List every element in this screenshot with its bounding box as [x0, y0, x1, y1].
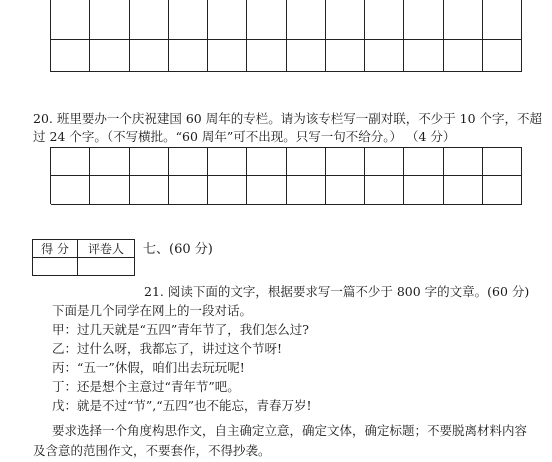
requirement-line-2: 及含意的范围作文，不要套作，不得抄袭。	[33, 443, 271, 458]
grid-cell	[208, 176, 247, 205]
grid-cell	[365, 0, 404, 40]
grid-cell	[130, 148, 169, 176]
grid-cell	[51, 176, 90, 205]
grid-cell	[90, 176, 129, 205]
grid-cell	[287, 0, 326, 40]
grid-cell	[169, 0, 208, 40]
grid-cell	[247, 0, 286, 40]
requirement-line-1: 要求选择一个角度构思作文，自主确定立意，确定文体，确定标题；不要脱离材料内容	[52, 423, 528, 438]
grid-cell	[365, 40, 404, 72]
score-value-cell	[33, 258, 78, 276]
answer-grid-q20	[50, 147, 522, 204]
dialogue-line: 丙：“五一”休假，咱们出去玩玩呢!	[52, 360, 245, 375]
grid-cell	[444, 0, 483, 40]
grid-cell	[130, 40, 169, 72]
grid-cell	[326, 40, 365, 72]
dialogue-line: 乙：过什么呀，我都忘了，讲过这个节呀!	[52, 341, 283, 356]
grid-cell	[444, 40, 483, 72]
grid-cell	[483, 0, 522, 40]
grid-cell	[404, 148, 443, 176]
grid-cell	[208, 40, 247, 72]
dialogue-intro: 下面是几个同学在网上的一段对话。	[52, 303, 253, 318]
grid-cell	[247, 176, 286, 205]
dialogue-line: 丁：还是想个主意过“青年节”吧。	[52, 379, 240, 394]
question-20-line-1: 20. 班里要办一个庆祝建国 60 周年的专栏。请为该专栏写一副对联，不少于 10 个字，不超	[33, 111, 543, 126]
grid-cell	[287, 148, 326, 176]
grid-cell	[483, 148, 522, 176]
dialogue-line: 戊：就是不过“节”,“五四”也不能忘，青春万岁!	[52, 398, 312, 413]
grader-value-cell	[78, 258, 135, 276]
grid-cell	[169, 40, 208, 72]
grid-cell	[130, 176, 169, 205]
grid-cell	[169, 176, 208, 205]
grid-cell	[444, 176, 483, 205]
grid-cell	[208, 148, 247, 176]
score-label-cell: 得 分	[33, 240, 78, 258]
answer-grid-previous	[50, 0, 522, 72]
grid-cell	[90, 148, 129, 176]
grid-cell	[247, 40, 286, 72]
score-table	[32, 239, 135, 276]
grid-cell	[51, 40, 90, 72]
grid-cell	[365, 176, 404, 205]
section-7-title: 七、(60 分)	[143, 242, 213, 257]
grid-cell	[287, 40, 326, 72]
grid-cell	[326, 148, 365, 176]
question-20-line-2: 过 24 个字。（不写横批。“60 周年”可不出现。只写一句不给分。） （4 分）	[33, 129, 456, 144]
grid-cell	[365, 148, 404, 176]
grid-cell	[247, 148, 286, 176]
grid-cell	[208, 0, 247, 40]
grid-cell	[130, 0, 169, 40]
grid-cell	[404, 40, 443, 72]
grid-cell	[51, 148, 90, 176]
grid-cell	[90, 40, 129, 72]
grid-cell	[326, 0, 365, 40]
grid-cell	[90, 0, 129, 40]
grid-cell	[483, 176, 522, 205]
grid-cell	[404, 176, 443, 205]
grid-cell	[287, 176, 326, 205]
grid-cell	[404, 0, 443, 40]
grid-cell	[483, 40, 522, 72]
grader-label-cell: 评卷人	[78, 240, 135, 258]
grid-cell	[326, 176, 365, 205]
grid-cell	[169, 148, 208, 176]
dialogue-line: 甲：过几天就是“五四”青年节了，我们怎么过?	[52, 322, 309, 337]
grid-cell	[444, 148, 483, 176]
question-21-prompt: 21. 阅读下面的文字，根据要求写一篇不少于 800 字的文章。(60 分)	[144, 284, 530, 299]
grid-cell	[51, 0, 90, 40]
